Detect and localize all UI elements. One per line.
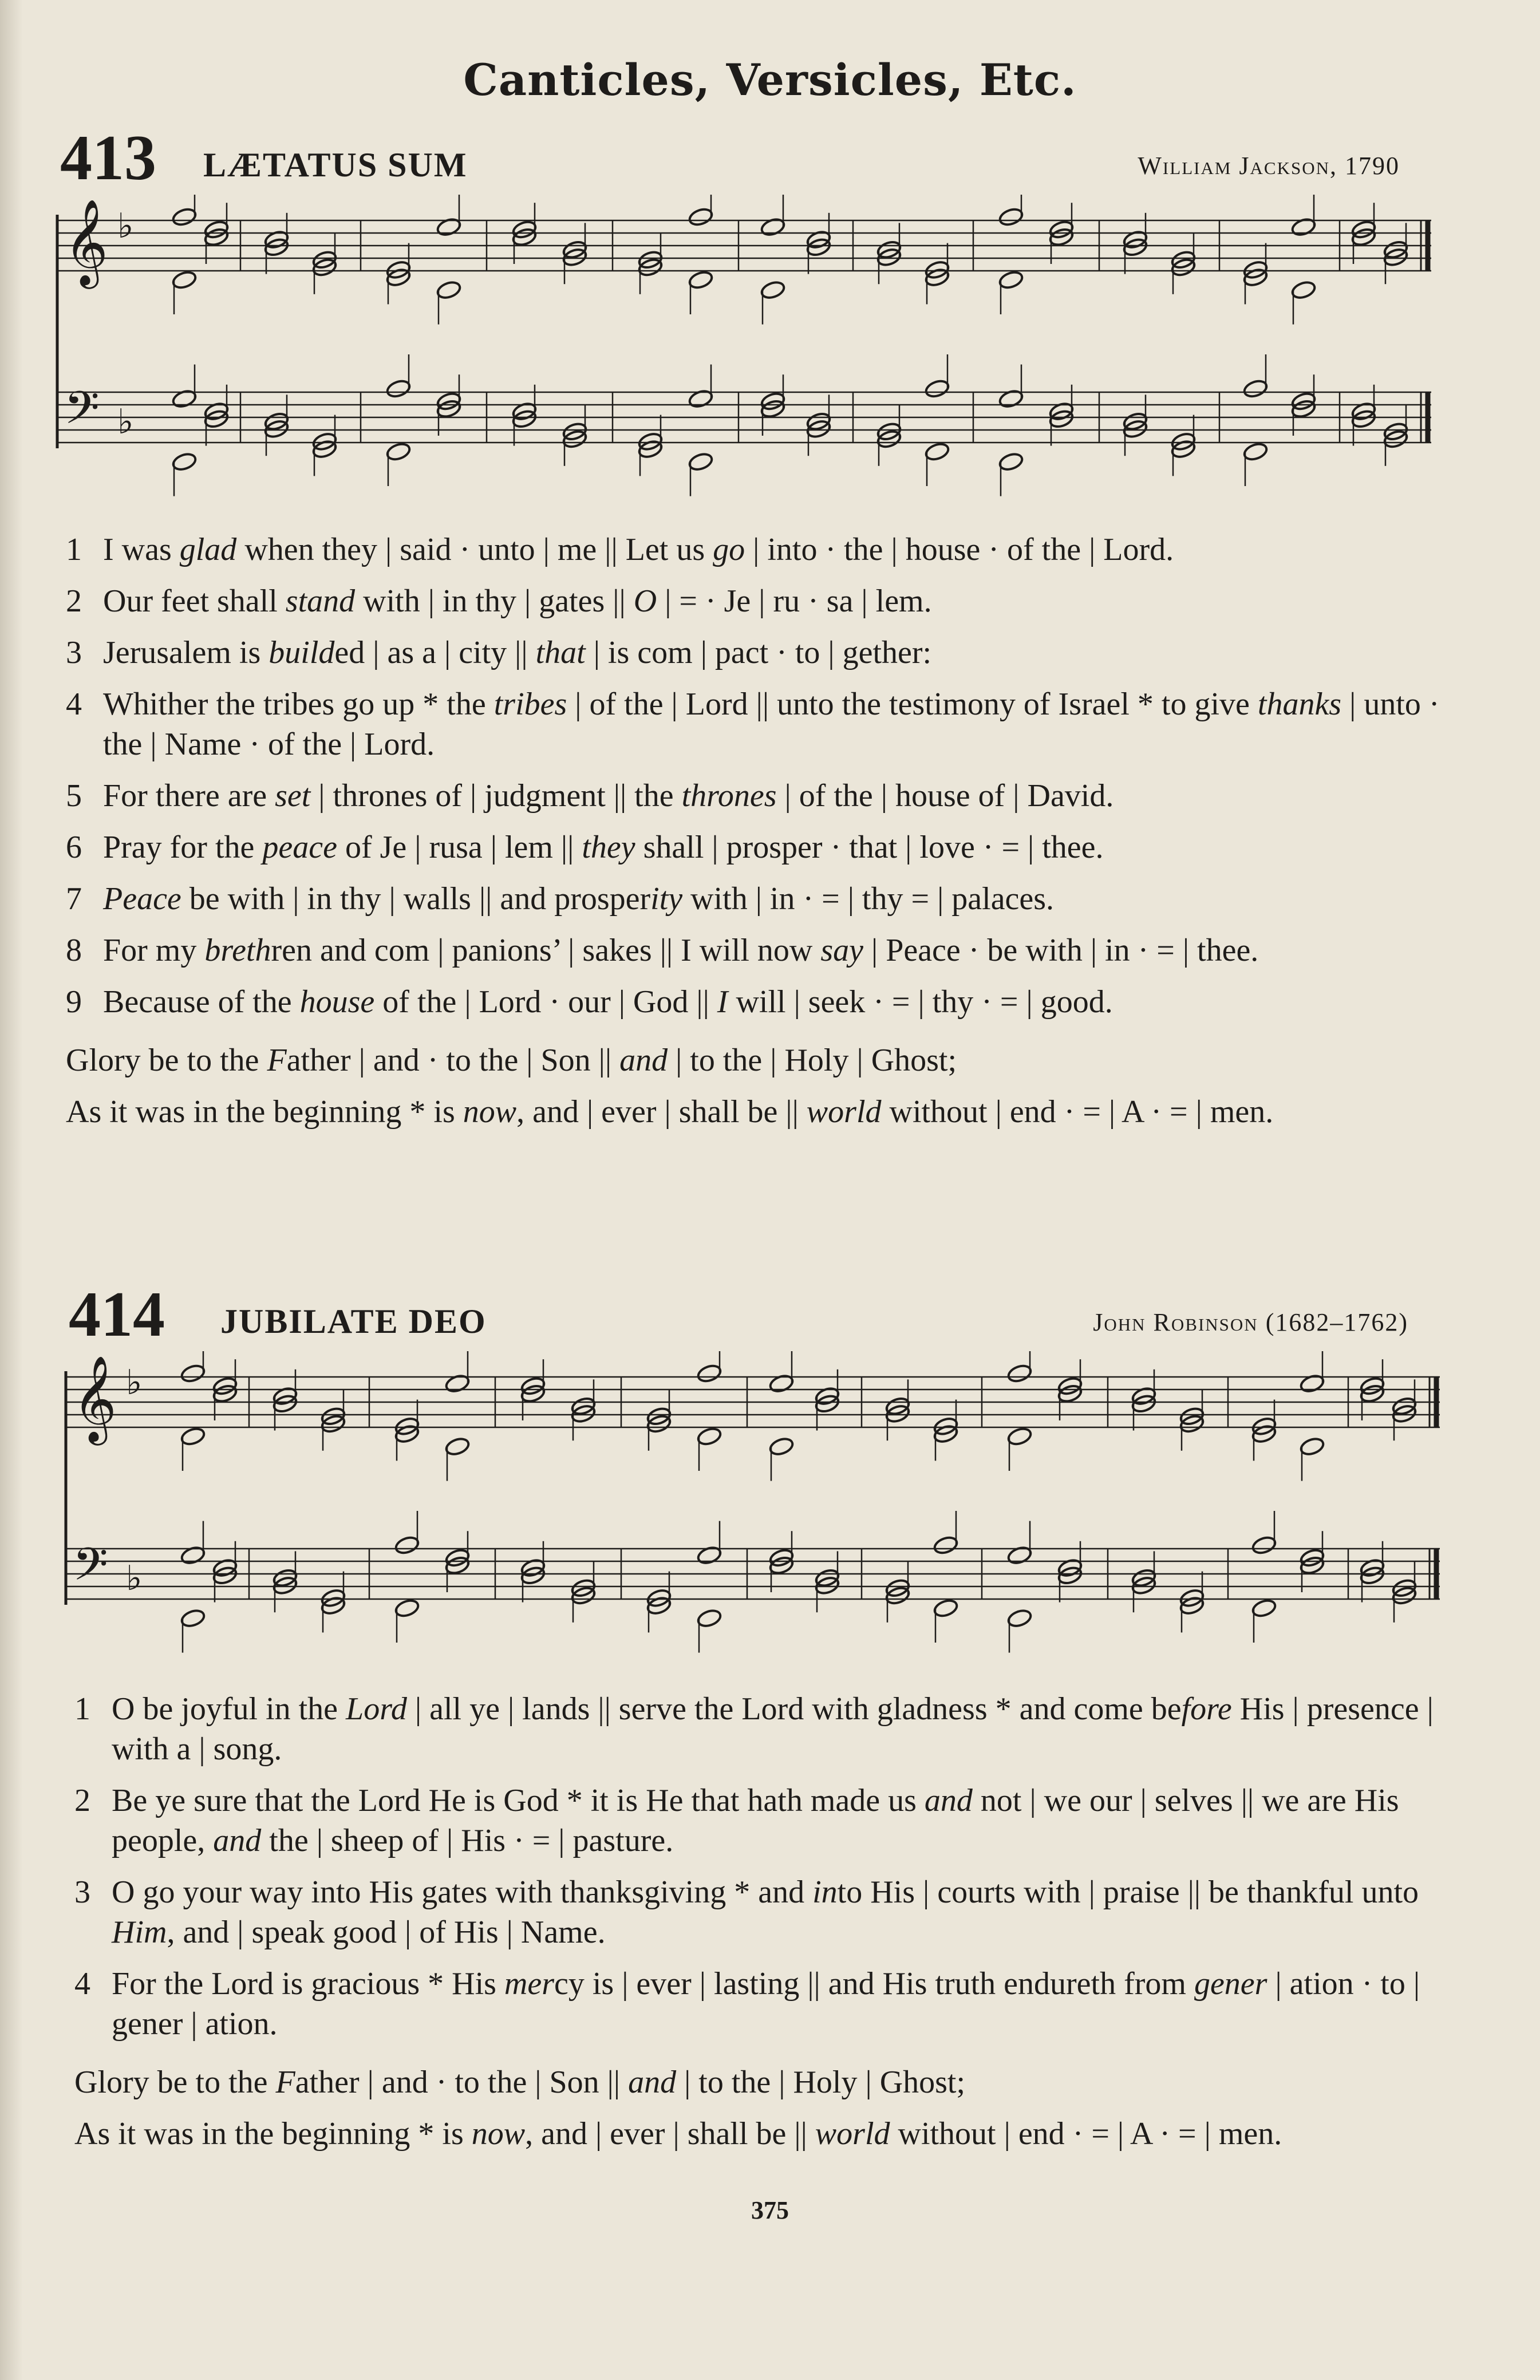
treble-clef: 𝄞	[64, 198, 108, 285]
gloria-line: As it was in the beginning * is now, and | ever | shall be || world without | end · = | A · = | men.	[74, 2116, 1282, 2152]
half-note-head	[1242, 378, 1269, 399]
verse-4	[74, 1964, 1448, 2044]
verse-7	[66, 879, 1440, 919]
hymn-name: LÆTATUS SUM	[203, 146, 468, 184]
half-note-head	[171, 207, 198, 227]
verse-text: O go your way into His gates with thanksgiving * and into His | courts with | praise || be thankful unto Him, and | speak good | of His | Name.	[112, 1874, 1419, 1950]
music-score-414	[60, 1351, 1446, 1655]
verse-number: 4	[74, 1966, 90, 2002]
verse-2	[66, 581, 1440, 621]
half-note-head	[385, 378, 412, 399]
page-edge-shadow	[0, 0, 23, 2380]
hymn-414-header	[69, 1279, 1408, 1351]
bass-clef: 𝄢	[64, 381, 100, 445]
half-note-head	[768, 1436, 795, 1457]
flat-sign: ♭	[117, 402, 134, 442]
half-note-head	[933, 1535, 959, 1556]
half-note-head	[998, 270, 1024, 290]
verse-text: O be joyful in the Lord | all ye | lands || serve the Lord with gladness * and come before His | presence | with a | song.	[112, 1691, 1434, 1767]
gloria-line: Glory be to the Father | and · to the | Son || and | to the | Holy | Ghost;	[66, 1043, 957, 1078]
verse-number: 5	[66, 778, 82, 814]
flat-sign: ♭	[126, 1363, 143, 1403]
half-note-head	[998, 451, 1024, 472]
flat-sign: ♭	[117, 206, 134, 246]
hymn-413-text	[66, 530, 1440, 1132]
verse-text: Pray for the peace of Je | rusa | lem || they shall | prosper · that | love · = | thee.	[103, 830, 1104, 865]
hymn-number: 413	[60, 123, 156, 194]
treble-clef: 𝄞	[73, 1355, 117, 1442]
hymn-413-header	[60, 123, 1400, 195]
half-note-head	[688, 451, 714, 472]
half-note-head	[688, 270, 714, 290]
verse-number: 7	[66, 881, 82, 917]
half-note-head	[1251, 1598, 1277, 1619]
half-note-head	[394, 1598, 420, 1619]
verse-text: Peace be with | in thy | walls || and prosperity with | in · = | thy = | palaces.	[103, 881, 1055, 917]
half-note-head	[180, 1426, 206, 1447]
verse-text: Be ye sure that the Lord He is God * it is He that hath made us and not | we our | selves || we are His people, and the | sheep of | His · = | pasture.	[112, 1783, 1399, 1858]
flat-sign: ♭	[126, 1558, 143, 1598]
gloria-line: Glory be to the Father | and · to the | Son || and | to the | Holy | Ghost;	[74, 2065, 966, 2100]
half-note-head	[1006, 1363, 1033, 1384]
page-title: Canticles, Versicles, Etc.	[463, 54, 1077, 105]
half-note-head	[933, 1598, 959, 1619]
half-note-head	[1251, 1535, 1277, 1556]
half-note-head	[998, 207, 1024, 227]
half-note-head	[696, 1608, 722, 1628]
verse-number: 8	[66, 933, 82, 968]
half-note-head	[696, 1363, 722, 1384]
verse-number: 2	[74, 1783, 90, 1818]
gloria-line: As it was in the beginning * is now, and | ever | shall be || world without | end · = | A · = | men.	[66, 1094, 1274, 1130]
verse-number: 3	[66, 635, 82, 670]
half-note-head	[924, 441, 950, 462]
verse-8	[66, 930, 1440, 970]
half-note-head	[1299, 1436, 1325, 1457]
music-score-413	[52, 195, 1437, 498]
verse-1	[66, 530, 1440, 570]
verse-number: 3	[74, 1874, 90, 1910]
verse-number: 1	[66, 532, 82, 567]
half-note-head	[1006, 1608, 1033, 1628]
verse-number: 6	[66, 830, 82, 865]
verse-2	[74, 1781, 1448, 1861]
half-note-head	[696, 1426, 722, 1447]
half-note-head	[688, 207, 714, 227]
half-note-head	[171, 270, 198, 290]
verse-9	[66, 982, 1440, 1022]
verse-text: Because of the house of the | Lord · our | God || I will | seek · = | thy · = | good.	[103, 984, 1113, 1020]
hymn-number: 414	[69, 1279, 165, 1350]
verse-text: For my brethren and com | panions’ | sakes || I will now say | Peace · be with | in · = | thee.	[103, 933, 1259, 968]
verse-text: For there are set | thrones of | judgment || the thrones | of the | house of | David.	[103, 778, 1114, 814]
verse-number: 9	[66, 984, 82, 1020]
verse-text: Jerusalem is builded | as a | city || that | is com | pact · to | gether:	[103, 635, 932, 670]
half-note-head	[924, 378, 950, 399]
verse-3	[74, 1872, 1448, 1952]
verse-text: For the Lord is gracious * His mercy is | ever | lasting || and His truth endureth from gener | ation · to | gener | ation.	[112, 1966, 1420, 2042]
hymn-name: JUBILATE DEO	[220, 1303, 487, 1340]
half-note-head	[1290, 279, 1317, 300]
half-note-head	[760, 279, 786, 300]
composer-credit: William Jackson, 1790	[1138, 152, 1400, 180]
composer-credit: John Robinson (1682–1762)	[1093, 1308, 1408, 1336]
half-note-head	[1242, 441, 1269, 462]
verse-number: 1	[74, 1691, 90, 1727]
verse-text: Our feet shall stand with | in thy | gates || O | = · Je | ru · sa | lem.	[103, 583, 932, 619]
half-note-head	[394, 1535, 420, 1556]
half-note-head	[444, 1436, 471, 1457]
verse-text: I was glad when they | said · unto | me || Let us go | into · the | house · of the | Lord.	[103, 532, 1174, 567]
verse-6	[66, 827, 1440, 867]
half-note-head	[385, 441, 412, 462]
half-note-head	[1006, 1426, 1033, 1447]
half-note-head	[436, 279, 462, 300]
verse-number: 4	[66, 686, 82, 722]
verse-5	[66, 776, 1440, 816]
verse-4	[66, 684, 1440, 764]
page-number: 375	[751, 2196, 789, 2224]
half-note-head	[171, 451, 198, 472]
half-note-head	[180, 1363, 206, 1384]
verse-text: Whither the tribes go up * the tribes | of the | Lord || unto the testimony of Israel * to give thanks | unto · the | Name · of the | Lord.	[103, 686, 1440, 762]
verse-number: 2	[66, 583, 82, 619]
verse-3	[66, 633, 1440, 673]
bass-clef: 𝄢	[73, 1538, 108, 1602]
half-note-head	[180, 1608, 206, 1628]
hymn-414-text	[74, 1689, 1448, 2154]
verse-1	[74, 1689, 1448, 1769]
